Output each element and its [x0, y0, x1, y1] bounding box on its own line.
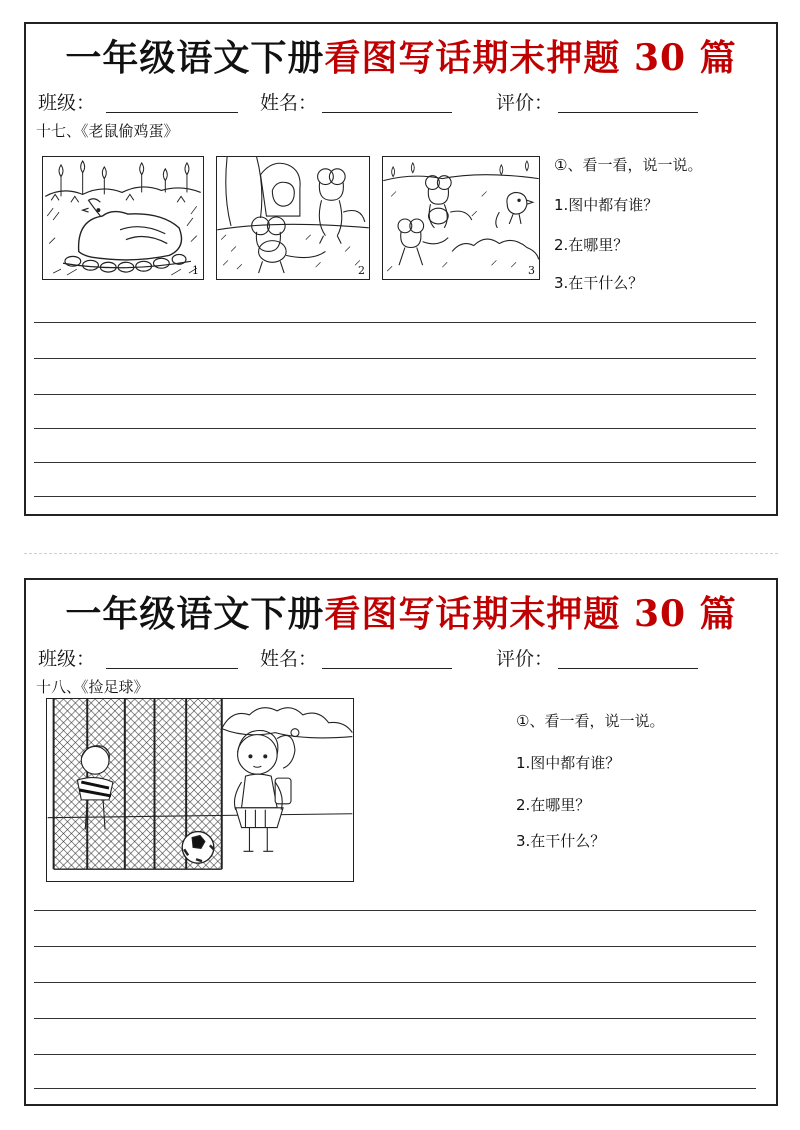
- page-divider: [24, 553, 778, 554]
- worksheet-title: [26, 30, 776, 81]
- question-prompt: ①、看一看，说一说。: [554, 156, 703, 174]
- question-block: [516, 710, 756, 860]
- writing-line-5[interactable]: [34, 462, 756, 463]
- title-black-part: 一年级语文下册: [65, 593, 325, 635]
- title-red-part: 看图写话期末押题 30 篇: [324, 37, 737, 79]
- question-2: 2.在哪里？: [516, 796, 591, 814]
- section-title: 十七、《老鼠偷鸡蛋》: [36, 122, 179, 140]
- girl-and-football-illustration: [47, 699, 353, 881]
- name-label: 姓名：: [260, 648, 318, 670]
- title-red-part: 看图写话期末押题 30 篇: [324, 593, 737, 635]
- picture-panel-1: [42, 156, 204, 280]
- worksheet-18: [24, 578, 778, 1106]
- student-info-row: [38, 88, 764, 116]
- writing-line-1[interactable]: [34, 910, 756, 911]
- question-3: 3.在干什么？: [554, 274, 644, 292]
- grade-label: 评价：: [496, 92, 554, 114]
- question-2: 2.在哪里？: [554, 236, 629, 254]
- class-label: 班级：: [38, 92, 96, 114]
- mice-carrying-egg-illustration: [217, 157, 369, 279]
- writing-line-6[interactable]: [34, 1088, 756, 1089]
- writing-line-4[interactable]: [34, 1018, 756, 1019]
- title-black-part: 一年级语文下册: [65, 37, 325, 79]
- name-label: 姓名：: [260, 92, 318, 114]
- worksheet-title: [26, 586, 776, 637]
- writing-line-2[interactable]: [34, 946, 756, 947]
- question-prompt: ①、看一看，说一说。: [516, 712, 665, 730]
- writing-line-3[interactable]: [34, 394, 756, 395]
- mice-and-chick-illustration: [383, 157, 539, 279]
- question-block: [554, 154, 774, 304]
- worksheet-17: [24, 22, 778, 516]
- section-title: 十八、《捡足球》: [36, 678, 149, 696]
- writing-line-5[interactable]: [34, 1054, 756, 1055]
- panel-number-3: 3: [528, 264, 535, 277]
- panel-number-1: 1: [192, 264, 199, 277]
- question-3: 3.在干什么？: [516, 832, 606, 850]
- class-field[interactable]: [106, 112, 238, 113]
- name-field[interactable]: [322, 112, 452, 113]
- picture-panel-2: [216, 156, 370, 280]
- class-field[interactable]: [106, 668, 238, 669]
- writing-line-6[interactable]: [34, 496, 756, 497]
- name-field[interactable]: [322, 668, 452, 669]
- class-label: 班级：: [38, 648, 96, 670]
- student-info-row: [38, 644, 764, 672]
- grade-label: 评价：: [496, 648, 554, 670]
- picture-panel-3: [382, 156, 540, 280]
- grade-field[interactable]: [558, 668, 698, 669]
- picture-panel-football: [46, 698, 354, 882]
- writing-line-1[interactable]: [34, 322, 756, 323]
- writing-line-2[interactable]: [34, 358, 756, 359]
- panel-number-2: 2: [358, 264, 365, 277]
- question-1: 1.图中都有谁？: [516, 754, 621, 772]
- writing-line-3[interactable]: [34, 982, 756, 983]
- writing-line-4[interactable]: [34, 428, 756, 429]
- question-1: 1.图中都有谁？: [554, 196, 659, 214]
- hen-on-nest-illustration: [43, 157, 203, 279]
- grade-field[interactable]: [558, 112, 698, 113]
